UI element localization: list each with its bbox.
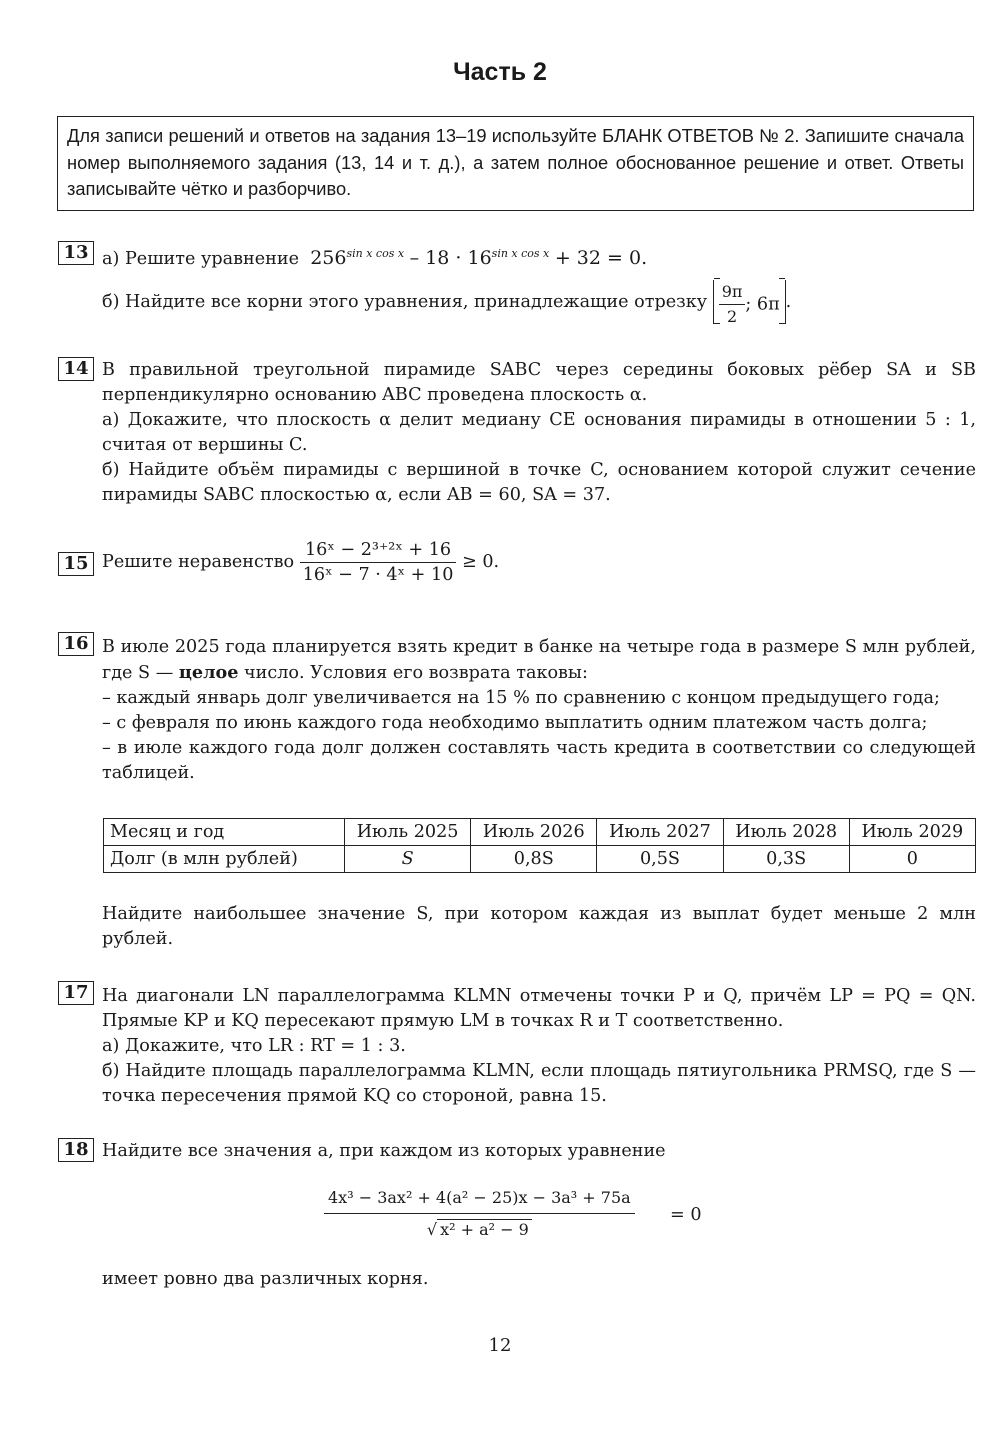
table-cell: Июль 2028 (723, 819, 849, 846)
table-cell: S (345, 846, 471, 873)
task-16-intro-a: В июле 2025 года планируется взять кредит в банке на четыре года в размере S млн рублей, где S — (102, 637, 976, 683)
instruction-box: Для записи решений и ответов на задания 13–19 используйте БЛАНК ОТВЕТОВ № 2. Запишите сначала номер выполняемого задания (13, 14 и т. д.), а затем полное обоснованное решение и ответ. Ответы записывайте чётко и разборчиво. (57, 116, 974, 211)
inequality-fraction (300, 538, 457, 587)
eq-base-256: 256 (310, 246, 347, 269)
task-14-number: 14 (58, 357, 94, 381)
inequality-denominator: 16ˣ − 7 · 4ˣ + 10 (302, 565, 454, 585)
segment-end: ; 6π (745, 294, 780, 315)
task-15-text: Решите неравенство (102, 552, 295, 572)
task-18-ending: имеет ровно два различных корня. (102, 1269, 429, 1289)
task-16-intro (102, 635, 976, 686)
task-16-number: 16 (58, 632, 94, 656)
table-cell: Июль 2027 (597, 819, 723, 846)
task-18-equation (324, 1186, 635, 1242)
table-cell: Месяц и год (104, 819, 345, 846)
equation-equals-zero: = 0 (670, 1205, 702, 1225)
debt-table (103, 818, 976, 873)
eq-end: + 32 = 0. (554, 246, 648, 269)
task-16-intro-c: число. Условия его возврата таковы: (244, 663, 588, 683)
segment-bracket (713, 280, 786, 324)
task-13-a-label: а) Решите уравнение (102, 248, 300, 269)
table-cell: 0 (849, 846, 975, 873)
page-number: 12 (488, 1335, 512, 1356)
equation-denominator: √ x² + a² − 9 (324, 1214, 635, 1242)
table-cell: 0,3S (723, 846, 849, 873)
segment-dot: . (785, 291, 792, 312)
task-17 (102, 984, 976, 1109)
task-16-question: Найдите наибольшее значение S, при котором каждая из выплат будет меньше 2 млн рублей. (102, 904, 976, 949)
task-14-text: В правильной треугольной пирамиде SABC через середины боковых рёбер SA и SB перпендикулярно основанию ABC проведена плоскость α. (102, 360, 976, 405)
task-13 (102, 241, 976, 324)
table-cell: Долг (в млн рублей) (104, 846, 345, 873)
task-18-text: Найдите все значения a, при каждом из которых уравнение (102, 1141, 666, 1161)
task-17-number: 17 (58, 981, 94, 1005)
task-15 (102, 538, 976, 587)
inequality-numerator: 16ˣ − 2³⁺²ˣ + 16 (300, 538, 457, 563)
task-14-part-b: б) Найдите объём пирамиды с вершиной в точке C, основанием которой служит сечение пирамиды SABC плоскостью α, если AB = 60, SA = 37. (102, 460, 976, 505)
part-title: Часть 2 (453, 58, 547, 86)
segment-frac-numerator: 9π (719, 280, 746, 305)
eq-middle: – 18 · 16 (409, 246, 492, 269)
task-13-number: 13 (58, 241, 94, 265)
equation-denominator-radicand: x² + a² − 9 (437, 1219, 532, 1239)
task-13-part-a (102, 241, 976, 272)
debt-table-row (104, 846, 976, 873)
task-15-number: 15 (58, 552, 94, 576)
table-cell: 0,8S (471, 846, 597, 873)
task-13-part-b (102, 280, 976, 324)
task-17-part-b: б) Найдите площадь параллелограмма KLMN, если площадь пятиугольника PRMSQ, где S — точка пересечения прямой KQ со стороной, равна 15. (102, 1061, 976, 1106)
segment-frac-denominator: 2 (726, 306, 738, 326)
task-18-number: 18 (58, 1138, 94, 1162)
task-16-condition-1: – каждый январь долг увеличивается на 15 % по сравнению с концом предыдущего года; (102, 688, 940, 708)
eq-exponent-1: sin x cos x (346, 247, 405, 260)
task-16-condition-2: – с февраля по июнь каждого года необходимо выплатить одним платежом часть долга; (102, 713, 928, 733)
task-16 (102, 635, 976, 786)
table-cell: Июль 2025 (345, 819, 471, 846)
table-cell: Июль 2026 (471, 819, 597, 846)
task-13-b-label: б) Найдите все корни этого уравнения, принадлежащие отрезку (102, 291, 708, 312)
task-17-text: На диагонали LN параллелограмма KLMN отмечены точки P и Q, причём LP = PQ = QN. Прямые KP и KQ пересекают прямую LM в точках R и T соответственно. (102, 986, 976, 1031)
debt-table-header (104, 819, 976, 846)
inequality-relation: ≥ 0. (462, 552, 500, 572)
equation-numerator: 4x³ − 3ax² + 4(a² − 25)x − 3a³ + 75a (324, 1186, 635, 1214)
task-14-part-a: а) Докажите, что плоскость α делит медиану CE основания пирамиды в отношении 5 : 1, считая от вершины C. (102, 410, 976, 455)
task-16-condition-3: – в июле каждого года долг должен составлять часть кредита в соответствии со следующей таблицей. (102, 738, 976, 783)
task-14 (102, 358, 976, 508)
table-cell: 0,5S (597, 846, 723, 873)
task-16-intro-bold: целое (178, 662, 239, 683)
table-cell: Июль 2029 (849, 819, 975, 846)
task-17-part-a: а) Докажите, что LR : RT = 1 : 3. (102, 1036, 406, 1056)
eq-exponent-2: sin x cos x (491, 247, 550, 260)
